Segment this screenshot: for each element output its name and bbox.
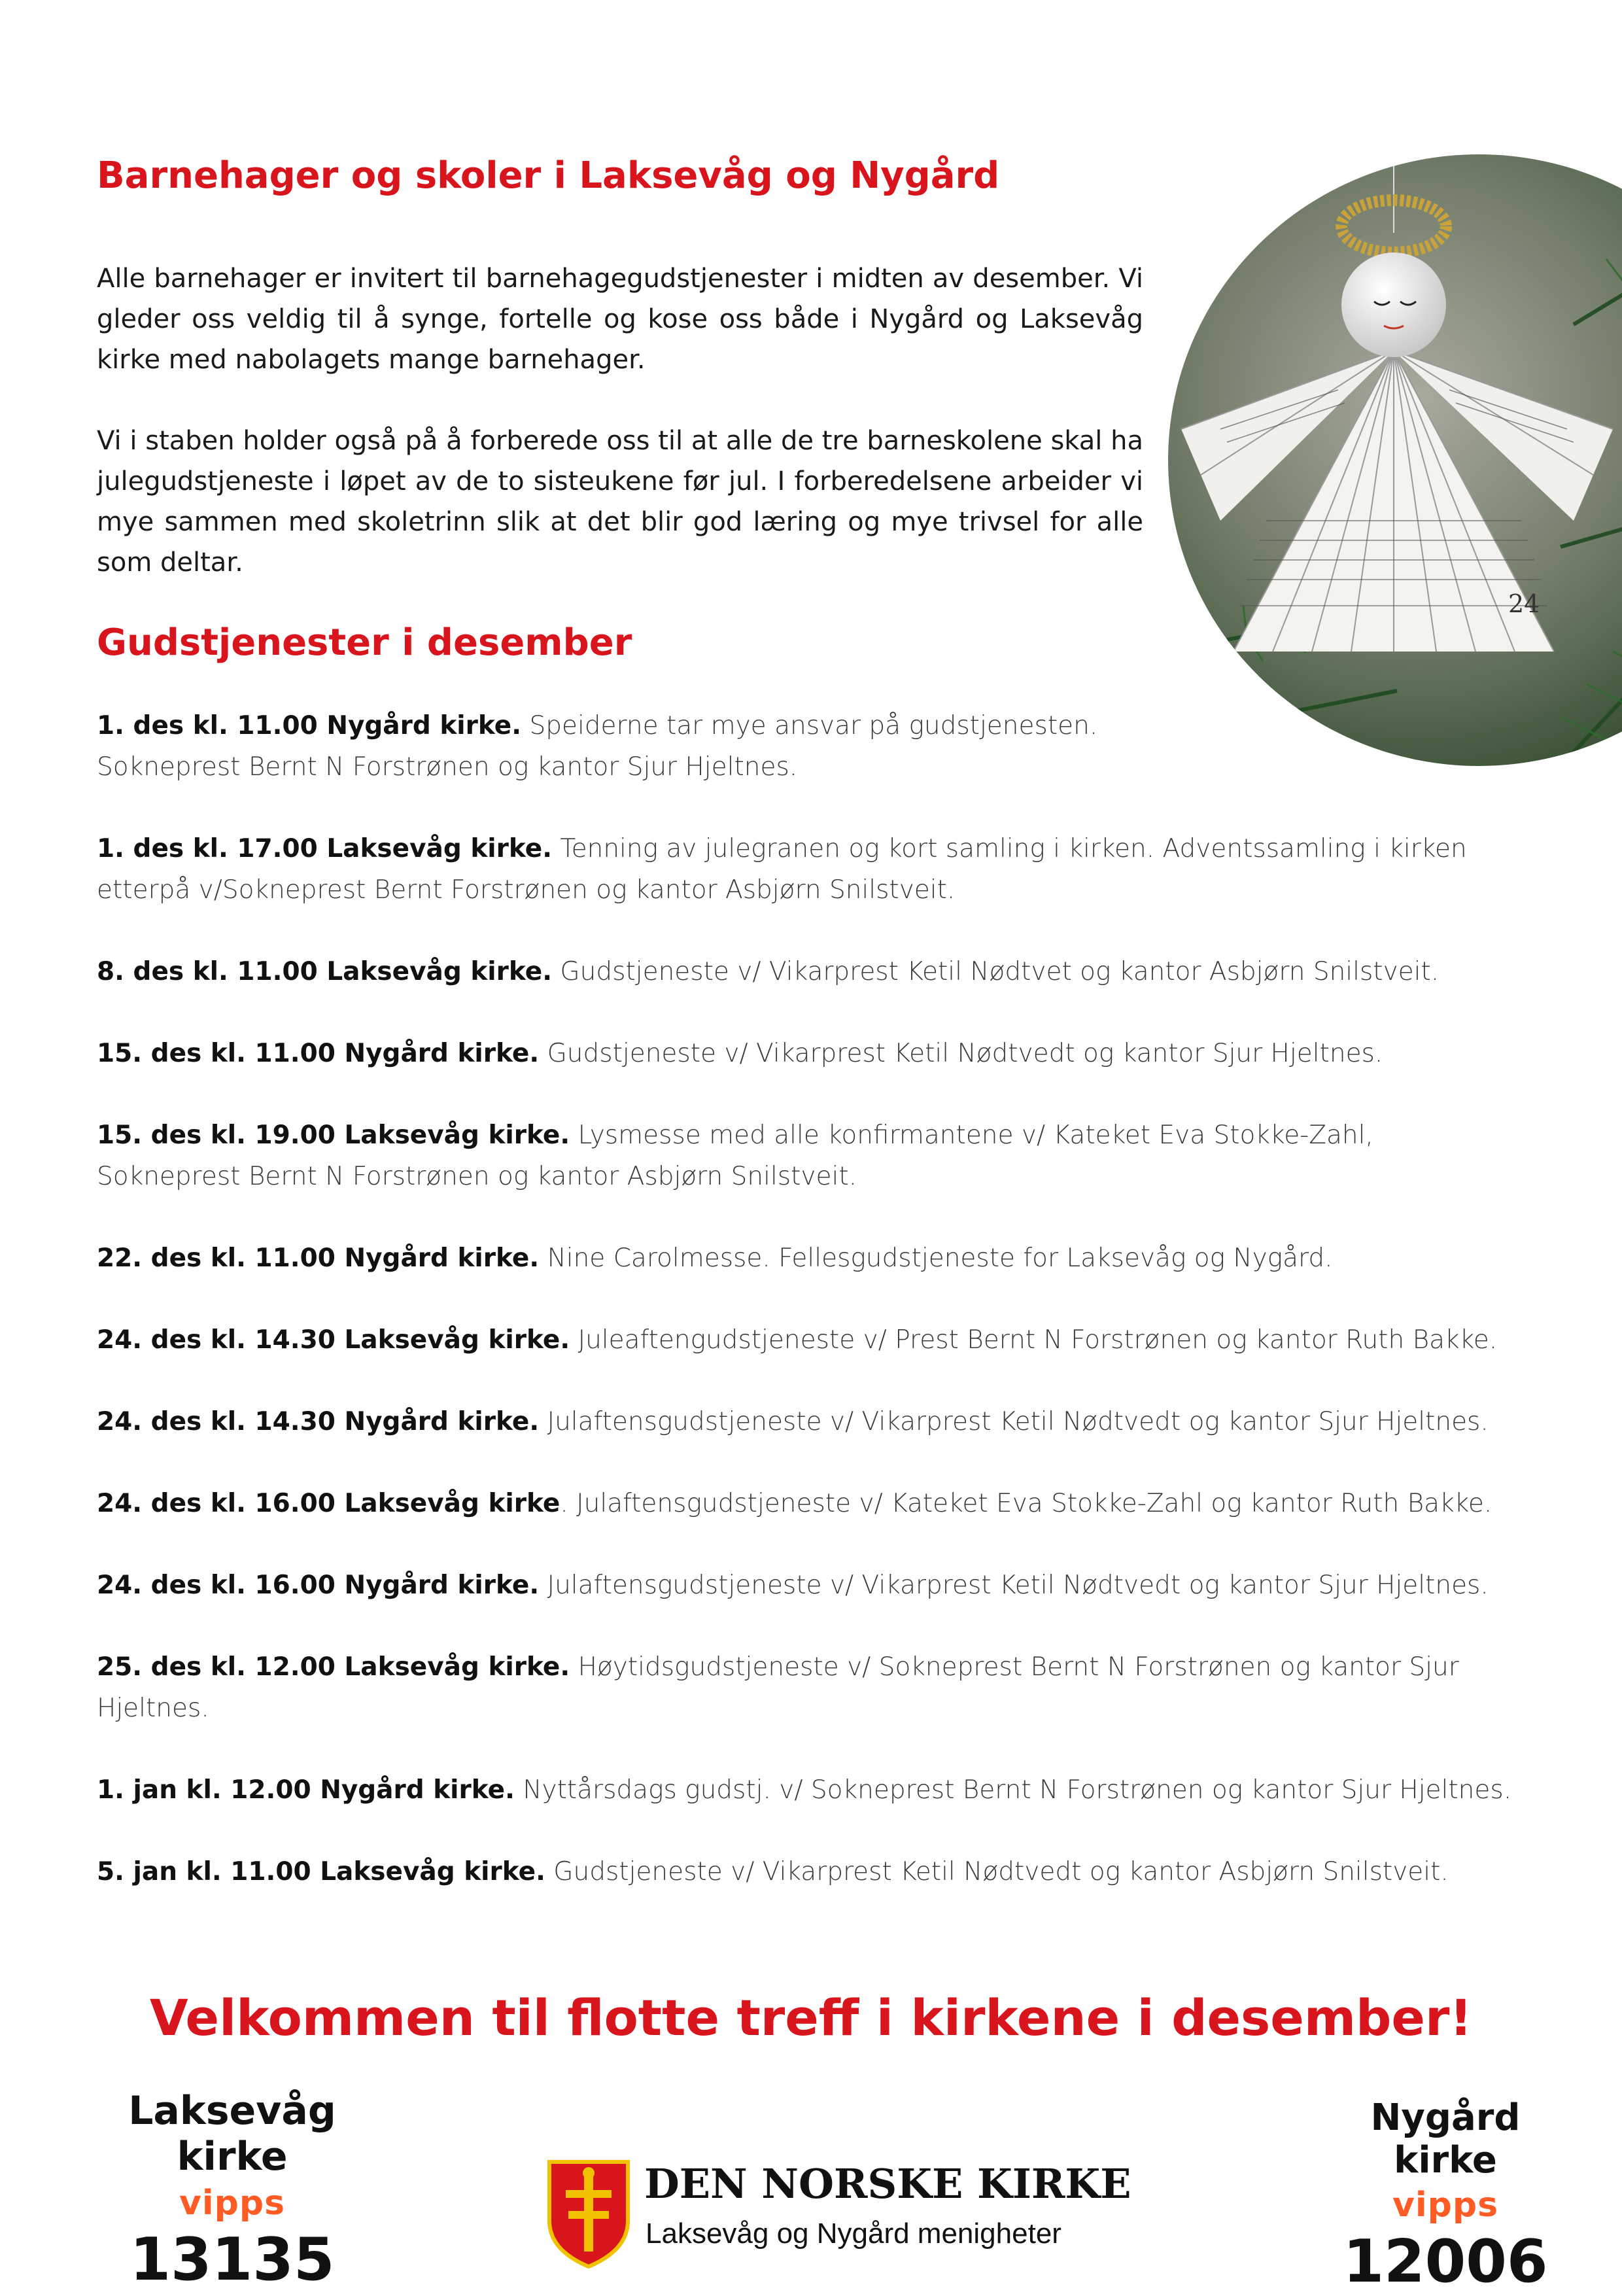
logo-title: DEN NORSKE KIRKE [644,2160,1131,2208]
service-item [97,951,1562,992]
svg-text:24: 24 [1508,589,1540,618]
service-description: Julaftensgudstjeneste v/ Vikarprest Ketil Nødtvedt og kantor Sjur Hjeltnes. [539,1407,1489,1436]
service-description: Speiderne tar mye ansvar på gudstjenesten. Sokneprest Bernt N Forstrønen og kantor Sjur Hjeltnes. [97,711,1098,782]
nygard-vipps-number: 12006 [1343,2227,1548,2296]
service-description: Gudstjeneste v/ Vikarprest Ketil Nødtvet og kantor Asbjørn Snilstveit. [552,957,1440,986]
service-description: Juleaftengudstjeneste v/ Prest Bernt N Forstrønen og kantor Ruth Bakke. [570,1325,1498,1355]
nygard-vipps-block [1315,2096,1576,2296]
service-date-place: 24. des kl. 16.00 Laksevåg kirke [97,1489,561,1518]
logo-subtitle: Laksevåg og Nygård menigheter [646,2218,1061,2250]
service-item [97,1851,1562,1892]
service-description: . Julaftensgudstjeneste v/ Kateket Eva Stokke-Zahl og kantor Ruth Bakke. [560,1489,1493,1518]
service-date-place: 1. des kl. 17.00 Laksevåg kirke. [97,834,553,863]
den-norske-kirke-logo [546,2159,1131,2270]
service-date-place: 1. jan kl. 12.00 Nygård kirke. [97,1775,515,1805]
service-item [97,1238,1562,1279]
laksevag-church-name: Laksevåg kirke [128,2088,336,2180]
nygard-church-name: Nygård kirke [1370,2096,1521,2182]
service-description: Gudstjeneste v/ Vikarprest Ketil Nødtvedt og kantor Sjur Hjeltnes. [539,1039,1383,1068]
service-description: Tenning av julegranen og kort samling i kirken. Adventssamling i kirken etterpå v/Sokneprest Bernt Forstrønen og kantor Asbjørn Snilstveit. [97,834,1467,905]
service-item [97,1115,1562,1197]
service-item [97,1769,1562,1811]
service-item [97,1319,1562,1361]
service-date-place: 24. des kl. 14.30 Laksevåg kirke. [97,1325,570,1355]
welcome-banner: Velkommen til flotte treff i kirkene i desember! [149,1989,1473,2047]
services-list [97,705,1562,1933]
section-heading-kindergartens: Barnehager og skoler i Laksevåg og Nygård [97,154,1000,197]
service-description: Nine Carolmesse. Fellesgudstjeneste for Laksevåg og Nygård. [539,1244,1333,1273]
section-heading-services: Gudstjenester i desember [97,621,632,664]
vipps-logo-icon: vipps [1392,2185,1499,2225]
service-item [97,1033,1562,1074]
service-date-place: 22. des kl. 11.00 Nygård kirke. [97,1244,540,1273]
service-description: Lysmesse med alle konfirmantene v/ Kateket Eva Stokke-Zahl, Sokneprest Bernt N Forstrønen og kantor Asbjørn Snilstveit. [97,1121,1373,1191]
service-description: Julaftensgudstjeneste v/ Vikarprest Ketil Nødtvedt og kantor Sjur Hjeltnes. [539,1571,1489,1600]
service-item [97,828,1562,911]
intro-paragraph-2: Vi i staben holder også på å forberede oss til at alle de tre barneskolene skal ha julegudstjeneste i løpet av de to sisteukene før jul. I forberedelsene arbeider vi mye sammen med skoletrinn slik at det blir god læring og mye trivsel for alle som deltar. [97,426,1143,578]
service-date-place: 1. des kl. 11.00 Nygård kirke. [97,711,522,740]
service-item [97,1401,1562,1442]
service-item [97,1646,1562,1729]
service-date-place: 15. des kl. 11.00 Nygård kirke. [97,1039,540,1068]
intro-paragraph-1: Alle barnehager er invitert til barnehagegudstjenester i midten av desember. Vi gleder oss veldig til å synge, fortelle og kose oss både i Nygård og Laksevåg kirke med nabolagets mange barnehager. [97,264,1143,375]
church-shield-icon [546,2159,631,2270]
service-description: Høytidsgudstjeneste v/ Sokneprest Bernt N Forstrønen og kantor Sjur Hjeltnes. [97,1652,1459,1723]
vipps-logo-icon: vipps [179,2183,286,2223]
service-date-place: 24. des kl. 14.30 Nygård kirke. [97,1407,540,1436]
service-date-place: 5. jan kl. 11.00 Laksevåg kirke. [97,1857,545,1887]
service-date-place: 8. des kl. 11.00 Laksevåg kirke. [97,957,553,986]
service-item [97,1565,1562,1606]
service-date-place: 25. des kl. 12.00 Laksevåg kirke. [97,1652,570,1682]
laksevag-vipps-block [78,2088,386,2294]
angel-ornament-photo [1168,154,1622,766]
service-item [97,705,1562,788]
service-date-place: 24. des kl. 16.00 Nygård kirke. [97,1571,540,1600]
service-description: Nyttårsdags gudstj. v/ Sokneprest Bernt N Forstrønen og kantor Sjur Hjeltnes. [514,1775,1512,1805]
service-date-place: 15. des kl. 19.00 Laksevåg kirke. [97,1121,570,1150]
service-item [97,1483,1562,1524]
service-description: Gudstjeneste v/ Vikarprest Ketil Nødtvedt og kantor Asbjørn Snilstveit. [545,1857,1449,1887]
laksevag-vipps-number: 13135 [129,2225,335,2294]
